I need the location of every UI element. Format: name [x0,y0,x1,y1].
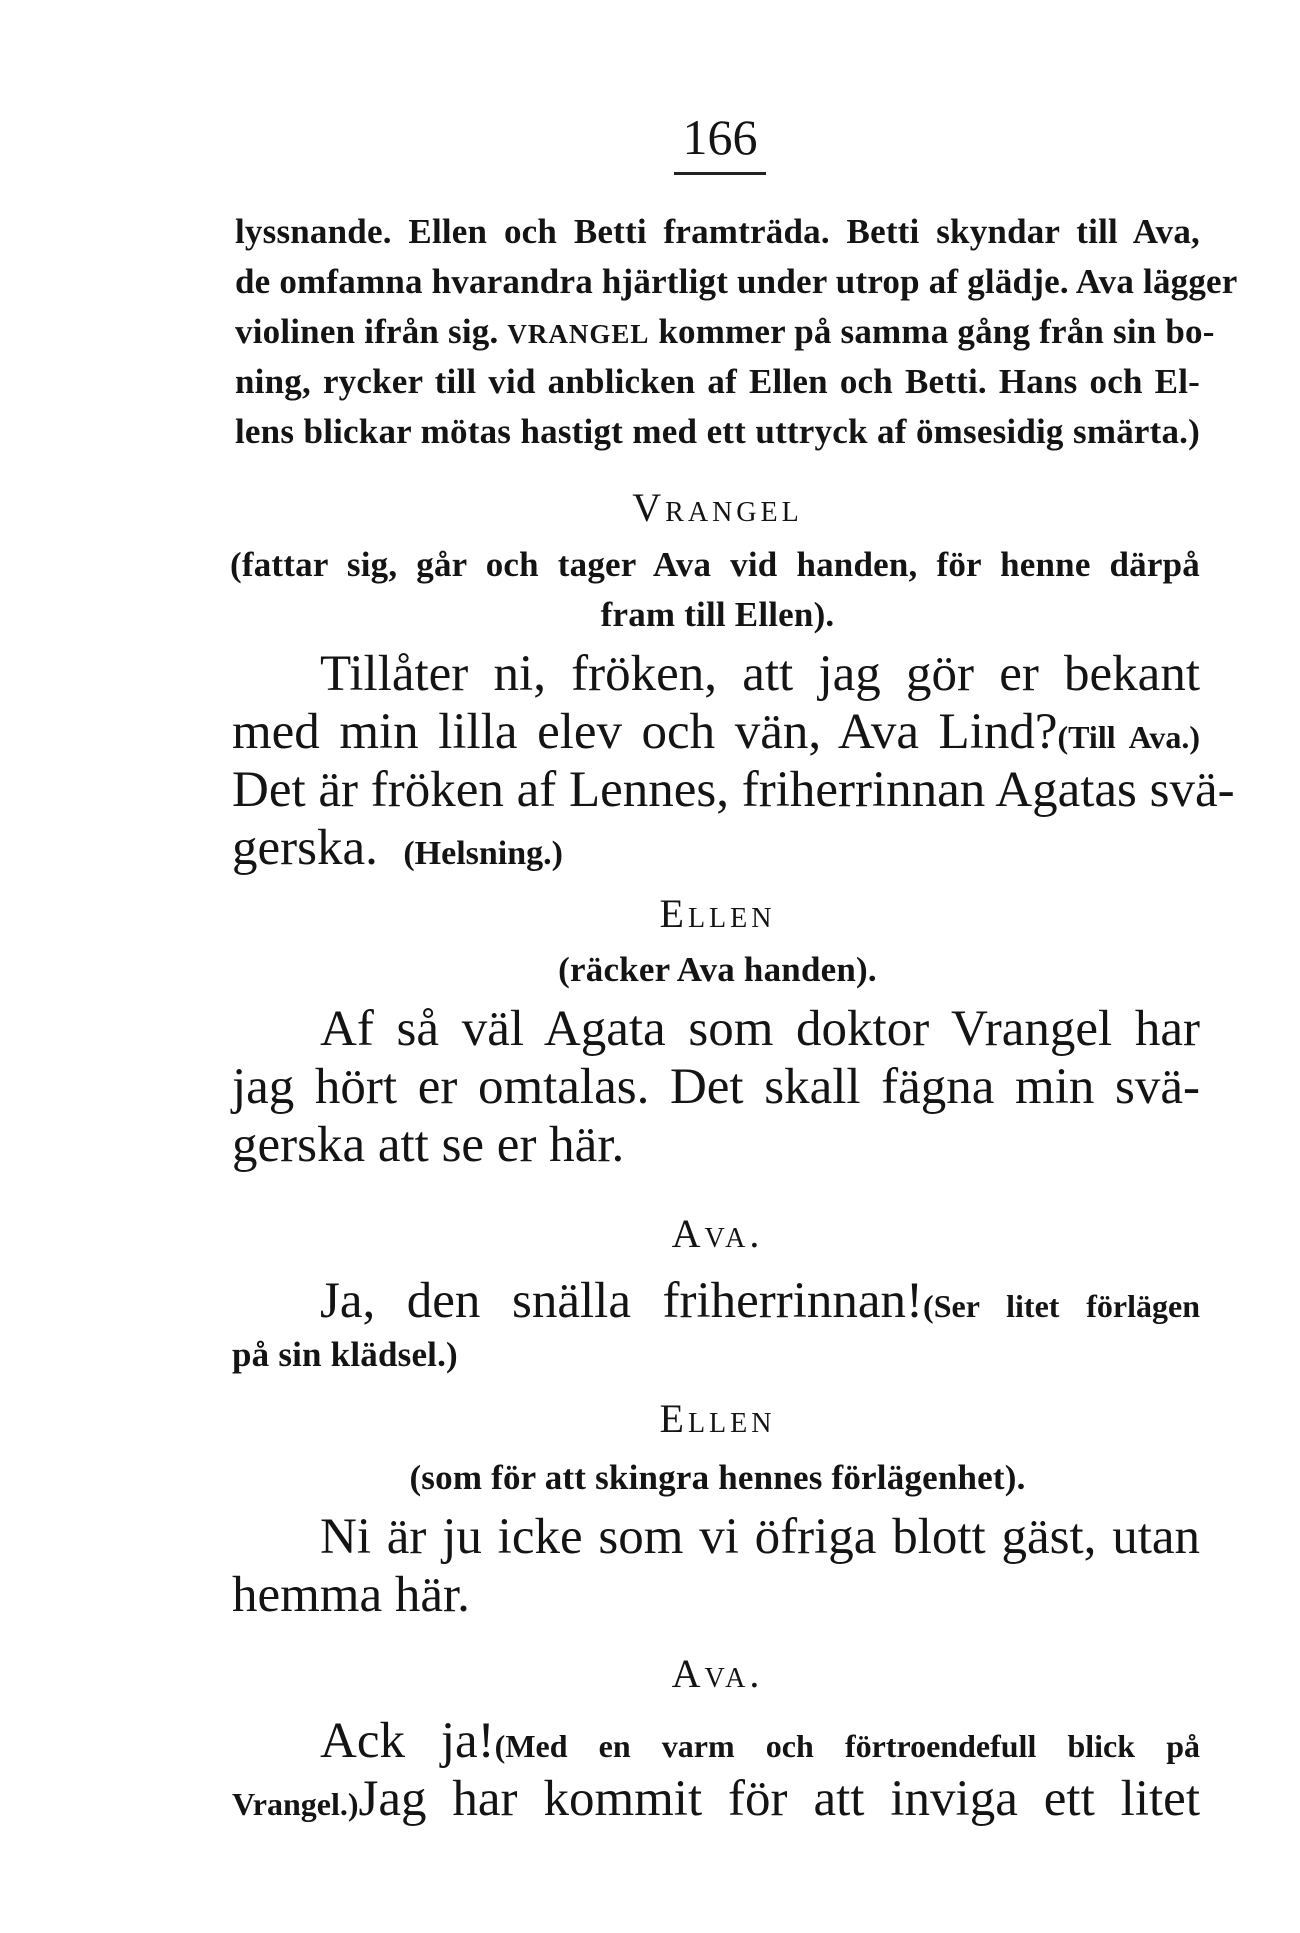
stage-direction-line: fram till Ellen). [600,595,835,634]
stage-direction-line: (räcker Ava handen). [558,950,877,989]
speaker-name: Vrangel [632,485,803,530]
character-name-small-caps: VRANGEL [507,319,650,349]
speaker-name: Ellen [659,1396,776,1441]
inline-stage-direction: (Till Ava.) [1057,719,1201,755]
stage-direction-line: ning, rycker till vid anblicken af Ellen och Betti. Hans och El- [235,362,1200,401]
stage-text: violinen ifrån sig. [235,312,508,351]
dialogue-line [232,703,1200,761]
dialogue-text: Jag har kommit för att inviga ett litet [358,1771,1200,1827]
dialogue-line: hemma här. [232,1567,470,1623]
stage-direction-line: lens blickar mötas hastigt med ett uttryck af ömsesidig smärta.) [235,412,1200,451]
inline-stage-direction: (Helsning.) [403,835,563,872]
dialogue-line: Af så väl Agata som doktor Vrangel har [320,1001,1200,1057]
stage-direction-line: (fattar sig, går och tager Ava vid handen, för henne därpå [230,545,1200,584]
speaker-name: Ellen [659,891,776,936]
dialogue-line: Tillåter ni, fröken, att jag gör er bekant [320,646,1200,702]
dialogue-text: Ja, den snälla friherrinnan! [320,1273,924,1329]
stage-direction-line: (som för att skingra hennes förlägenhet). [409,1458,1026,1497]
dialogue-line: gerska att se er här. [232,1117,625,1173]
dialogue-line [320,1712,1200,1770]
dialogue-text: med min lilla elev och vän, Ava Lind? [232,704,1058,760]
inline-stage-direction: Vrangel.) [232,1786,359,1822]
stage-direction-line [235,312,1215,352]
stage-direction-line: på sin klädsel.) [232,1335,458,1374]
page-number-block [660,109,780,175]
page-number-rule [674,172,766,175]
page-number: 166 [682,109,758,165]
inline-stage-direction: (Med en varm och förtroendefull blick på [494,1728,1200,1764]
dialogue-text: Ack ja! [320,1713,495,1769]
stage-text: kommer på samma gång från sin bo- [649,312,1215,351]
dialogue-line [232,819,1200,877]
speaker-name: Ava. [671,1651,764,1696]
speaker-name: Ava. [671,1211,764,1256]
dialogue-line: jag hört er omtalas. Det skall fägna min svä- [232,1059,1200,1115]
dialogue-line [232,1770,1200,1828]
dialogue-line [320,1272,1200,1330]
dialogue-text: gerska. [232,820,378,876]
dialogue-line: Ni är ju icke som vi öfriga blott gäst, utan [320,1509,1200,1565]
stage-direction-line: lyssnande. Ellen och Betti framträda. Betti skyndar till Ava, [235,212,1200,251]
stage-direction-line: de omfamna hvarandra hjärtligt under utrop af glädje. Ava lägger [235,262,1238,301]
dialogue-line: Det är fröken af Lennes, friherrinnan Agatas svä- [232,762,1235,818]
inline-stage-direction: (Ser litet förlägen [923,1288,1200,1324]
